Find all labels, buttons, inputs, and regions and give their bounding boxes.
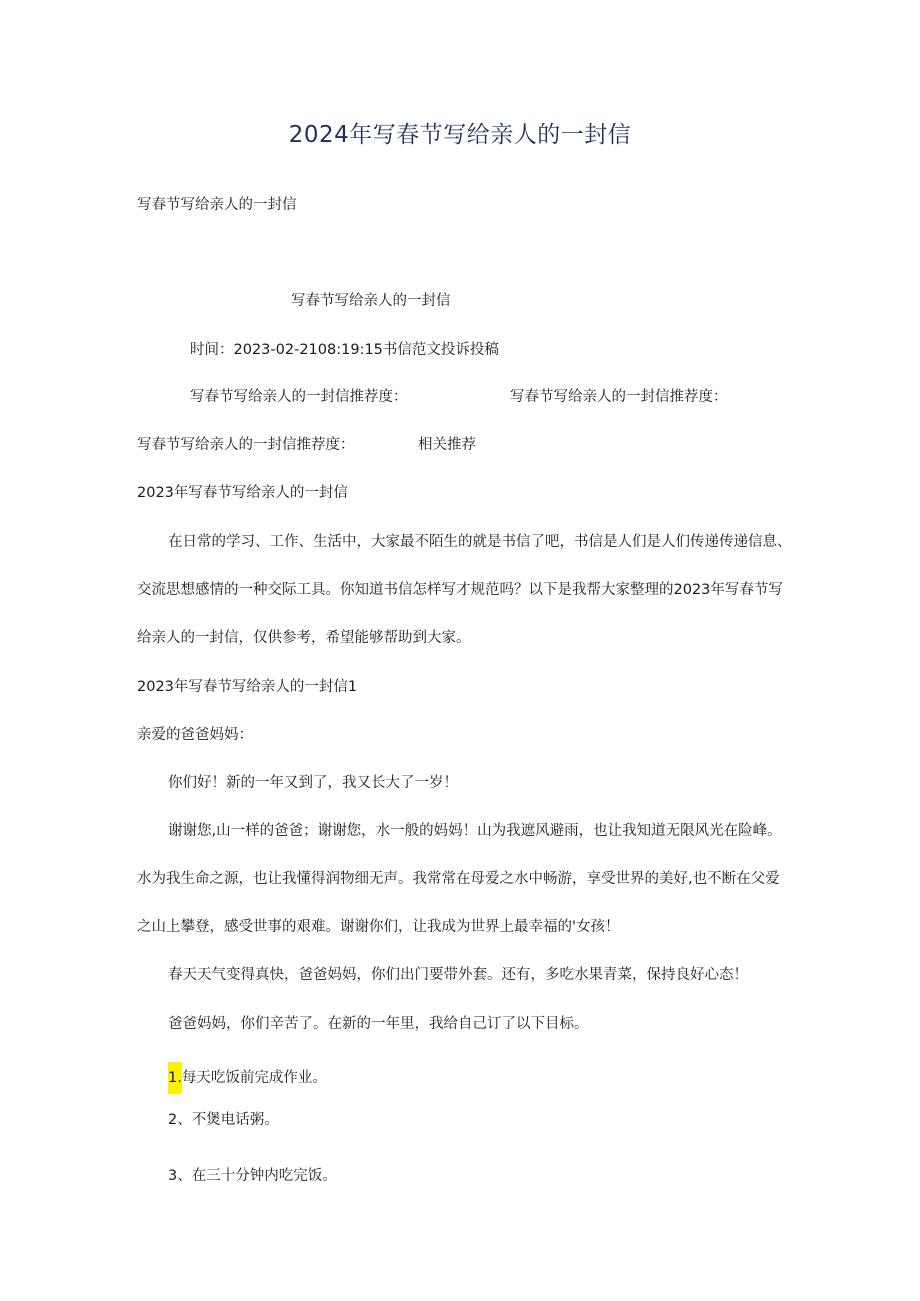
intro-paragraph-line: 在日常的学习、工作、生活中，大家最不陌生的就是书信了吧，书信是人们是人们传递传递信息、 bbox=[168, 534, 792, 550]
letter-greeting: 亲爱的爸爸妈妈： bbox=[137, 727, 253, 743]
related-link[interactable]: 相关推荐 bbox=[418, 437, 476, 453]
recommend-label: 写春节写给亲人的一封信推荐度： bbox=[190, 389, 408, 405]
document-title: 2024年写春节写给亲人的一封信 bbox=[288, 122, 632, 148]
goal-item-1 bbox=[168, 1062, 327, 1094]
recommend-label: 写春节写给亲人的一封信推荐度： bbox=[510, 389, 728, 405]
section-heading: 2023年写春节写给亲人的一封信 bbox=[137, 485, 348, 501]
letter-line: 爸爸妈妈，你们辛苦了。在新的一年里，我给自己订了以下目标。 bbox=[168, 1016, 589, 1032]
letter-line: 之山上攀登，感受世事的艰难。谢谢你们，让我成为世界上最幸福的'女孩！ bbox=[137, 919, 620, 935]
goal-item-2: 2、不煲电话粥。 bbox=[168, 1112, 279, 1128]
goal-item-3: 3、在三十分钟内吃完饭。 bbox=[168, 1168, 337, 1184]
highlighted-number: 1. bbox=[168, 1062, 182, 1094]
intro-paragraph-line: 交流思想感情的一种交际工具。你知道书信怎样写才规范吗？以下是我帮大家整理的2023年写春节写 bbox=[137, 582, 783, 598]
letter-line: 春天天气变得真快，爸爸妈妈，你们出门要带外套。还有，多吃水果青菜，保持良好心态！ bbox=[168, 967, 748, 983]
letter-line: 谢谢您,山一样的爸爸；谢谢您，水一般的妈妈！山为我遮风避雨，也让我知道无限风光在险峰。 bbox=[168, 823, 782, 839]
goal-item-text: 每天吃饭前完成作业。 bbox=[181, 1070, 327, 1086]
intro-paragraph-line: 给亲人的一封信，仅供参考，希望能够帮助到大家。 bbox=[137, 630, 471, 646]
meta-time: 时间：2023-02-2108:19:15书信范文投诉投稿 bbox=[190, 342, 499, 358]
letter-line: 你们好！新的一年又到了，我又长大了一岁！ bbox=[168, 775, 458, 791]
letter-line: 水为我生命之源，也让我懂得润物细无声。我常常在母爱之水中畅游，享受世界的美好,也不断在父爱 bbox=[137, 871, 780, 887]
recommend-label: 写春节写给亲人的一封信推荐度： bbox=[137, 437, 355, 453]
center-title: 写春节写给亲人的一封信 bbox=[291, 293, 451, 309]
letter-heading: 2023年写春节写给亲人的一封信1 bbox=[137, 679, 358, 695]
subtitle: 写春节写给亲人的一封信 bbox=[137, 197, 297, 213]
